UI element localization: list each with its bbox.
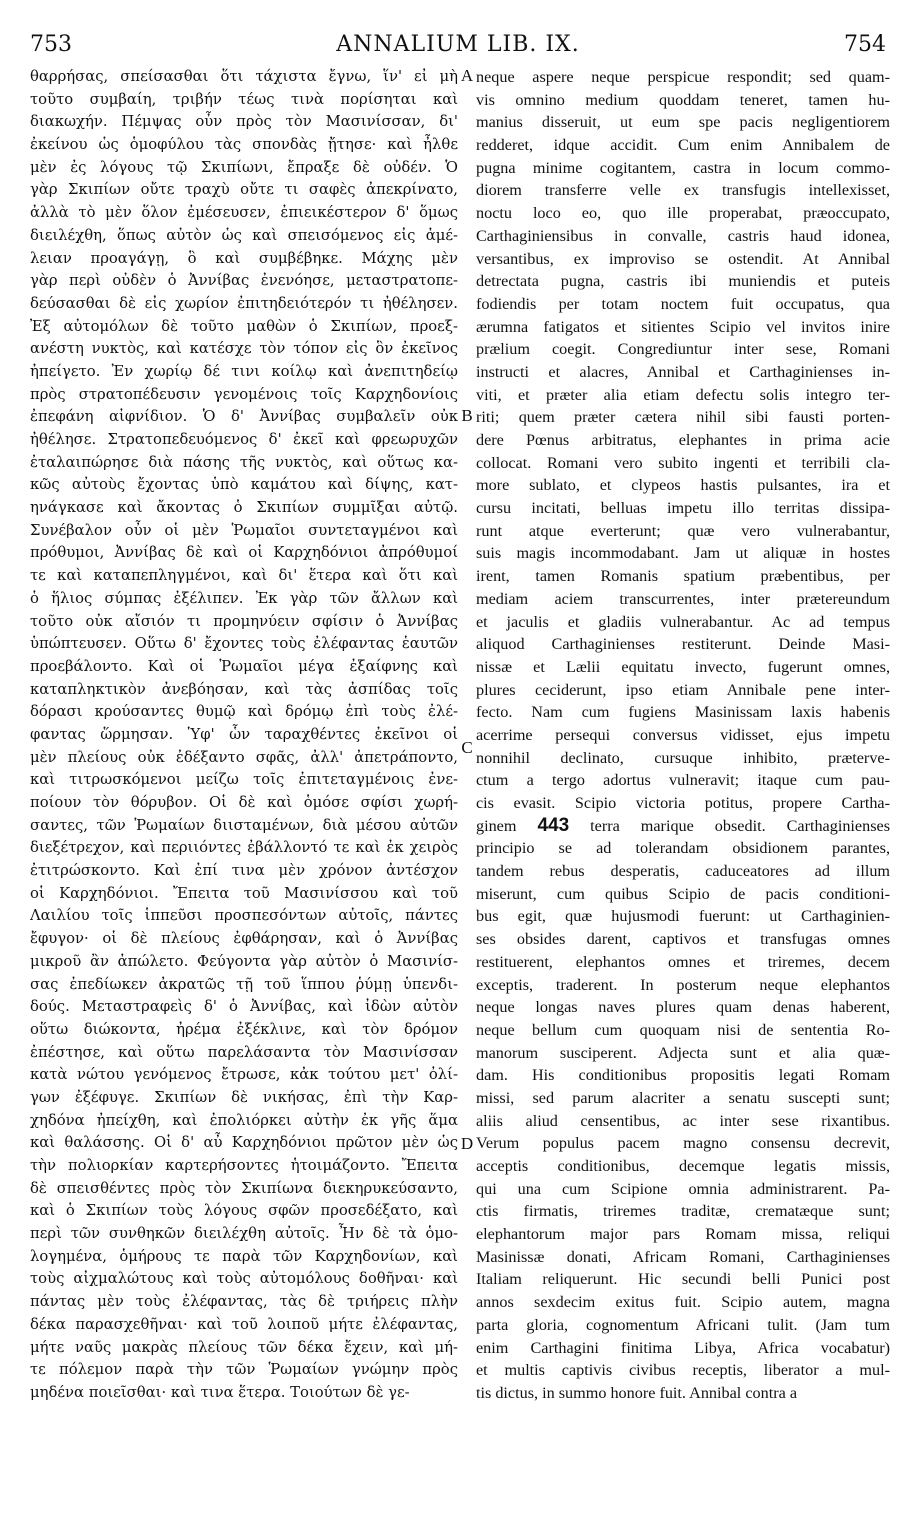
text-line: θαρρήσας, σπείσασθαι ὅτι τάχιστα ἔγνω, ἵν' εἰ μὴ <box>30 68 458 85</box>
text-line: διειλέχθη, ὅπως αὐτὸν ὡς καὶ σπεισόμενος εἰς ἀμέ- <box>30 226 458 244</box>
text-line: Carthaginiensibus in convalle, castris haud idonea, <box>476 226 890 245</box>
text-line: ἐπεφάνη αἰφνίδιον. Ὁ δ' Ἀννίβας συμβαλεῖν οὐκ <box>30 408 458 426</box>
text-line: ηνάγκασε καὶ ἄκοντας ὁ Σκιπίων συμμῖξαι αὐτῷ. <box>30 499 458 517</box>
text-line: fodiendis per totam noctem fuit occupatus, qua <box>476 294 890 313</box>
text-line: κατὰ νώτου γενόμενος ἔτρωσε, κἀκ τούτου μετ' ὀλί- <box>30 1066 458 1084</box>
text-line: neque longas naves plures quam denas haberent, <box>476 998 890 1017</box>
text-line: ανέστη νυκτὸς, καὶ κατέσχε τὸν τόπον εἰς ὃν ἐκεῖνος <box>30 340 458 358</box>
text-line: τε πόλεμον παρὰ τὴν τῶν Ῥωμαίων γνώμην πρὸς <box>30 1361 458 1379</box>
text-line: prælium coegit. Congrediuntur inter sese, Romani <box>476 340 890 359</box>
text-line: ἀλλὰ τὸ μὲν ὅλον ἐμέσευσεν, ἐπιεικέστερον δ' ὅμως <box>30 204 458 222</box>
text-line: Λαιλίου τοῖς ἱππεῦσι προσπεσόντων αὐτοῖς, πάντες <box>30 907 458 925</box>
text-line: ses obsides darent, captivos et transfugas omnes <box>476 930 890 949</box>
text-line: diorem transferre velle ex transfugis intellexisset, <box>476 181 890 200</box>
text-line: instructi et alacres, Annibal et Carthaginienses in- <box>476 362 890 381</box>
text-line: λειαν προαγάγῃ, ὃ καὶ συμβέβηκε. Μάχης μὲν <box>30 249 458 267</box>
text-line: dere Pœnus arbitratus, elephantes in prima acie <box>476 431 890 449</box>
text-line: Italiam reliquerunt. Hic secundi belli Punici post <box>476 1270 890 1289</box>
text-line: Verum populus pacem magno consensu decrevit, <box>476 1134 890 1153</box>
section-marker-c: C <box>461 738 473 757</box>
text-line: οὕτω διώκοντα, ἠρέμα ἐξέκλινε, καὶ τὸν δρόμον <box>30 1020 458 1038</box>
text-line: collocat. Romani vero subito ingenti et terribili cla- <box>476 453 890 472</box>
text-line: γὰρ περὶ οὐδὲν ὁ Ἀννίβας ἐνενόησε, μεταστρατοπε- <box>30 272 458 290</box>
text-line: nonnihil declinato, cursuque inhibito, prætervе- <box>476 748 890 767</box>
text-line: καταπληκτικὸν ἀνεβόησαν, καὶ τὰς ἀσπίδας τοῖς <box>30 680 458 698</box>
text-line: restituerent, elephantos omnes et triremes, decem <box>476 952 890 971</box>
section-marker-a: A <box>460 66 474 85</box>
text-line: γὰρ Σκιπίων οὔτε τραχὺ οὔτε τι σαφὲς ἀπεκρίνατο, <box>30 181 458 199</box>
text-line: miserunt, cum quibus Scipio de pacis conditioni- <box>476 884 890 903</box>
text-line: acerrime persequi conversus vidisset, ejus impetu <box>476 725 890 744</box>
text-line: nissæ et Lælii equitatu invecto, fugerunt omnes, <box>476 657 890 676</box>
text-line: tandem rebus desperatis, caduceatores ad illum <box>476 862 890 881</box>
text-line: neque bellum cum quoquam nisi de sententia Ro- <box>476 1020 890 1039</box>
text-line: ærumna fatigatos et sitientes Scipio vel invitos inire <box>476 317 890 336</box>
text-line: ὁ ἥλιος σύμπας ἐξέλιπεν. Ἐκ γὰρ τῶν ἄλλων καὶ <box>30 589 458 607</box>
text-line: irent, tamen Romanis spatium præbentibus, per <box>476 567 890 586</box>
text-line: σας ἐπεδίωκεν ἀκρατῶς τῇ τοῦ ἵππου ῥύμῃ ὑπενδι- <box>30 975 458 993</box>
text-line: manorum susciperent. Adjecta sunt et alia quæ- <box>476 1043 890 1062</box>
text-line: μὲν ἐς λόγους τῷ Σκιπίωνι, ἔπραξε δὲ οὐδέν. Ὁ <box>30 158 458 176</box>
text-line: riti; quem præter cætera nihil sibi fausti porten- <box>476 408 890 427</box>
text-line: ἔφυγον· οἱ δὲ πλείους ἐφθάρησαν, καὶ ὁ Ἀννίβας <box>30 930 458 948</box>
text-line: κῶς αὐτοὺς ἔχοντας ὑπὸ καμάτου καὶ δίψης, κατ- <box>30 476 458 494</box>
text-line: et multis captivis civibus receptis, liberator a mul- <box>476 1361 890 1380</box>
text-line: ὑπώπτευσεν. Οὕτω δ' ἔχοντες τοὺς ἐλέφαντας ἑαυτῶν <box>30 635 458 653</box>
text-line: διεξέτρεχον, καὶ περιιόντες ἐβάλλοντό τε καὶ ἐκ χειρὸς <box>30 839 458 857</box>
text-line: προεβάλοντο. Καὶ οἱ Ῥωμαῖοι μέγα ἐξαίφνης καὶ <box>30 657 458 675</box>
text-line: τοὺς αἰχμαλώτους καὶ τοὺς αὐτομόλους δοθῆναι· καὶ <box>30 1270 458 1288</box>
text-line: ctum a tergo adortus vulneravit; itaque cum pau- <box>476 771 890 790</box>
page-header <box>30 32 886 66</box>
text-line: ἐπέστησε, καὶ οὕτω παρελάσαντα τὸν Μασινίσσαν <box>30 1043 458 1061</box>
text-line: mediam aciem transcurrentes, inter prætereundum <box>476 589 890 608</box>
text-line: versantibus, ex improviso se ostendit. At Annibal <box>476 249 890 268</box>
text-line: aliquod Carthaginienses restiterunt. Deinde Masi- <box>476 635 890 654</box>
text-line: exceptis, traderent. In posterum neque elephantos <box>476 975 890 994</box>
text-line: δεύσασθαι δὲ εἰς χωρίον ἐπιτηδειότερόν τι ἠθέλησεν. <box>30 294 458 312</box>
text-line: ἐκείνου ὡς ὁμοφύλου τὰς σπονδὰς ᾔτησε· καὶ ἦλθε <box>30 136 458 154</box>
text-line: principio se ad tolerandam obsidionem parantes, <box>476 839 890 858</box>
text-line: vis omnino medium quoddam teneret, tamen hu- <box>476 90 890 109</box>
text-line: περὶ τῶν συνθηκῶν διειλέχθη αὐτοῖς. Ἦν δὲ τὰ ὁμο- <box>30 1225 458 1243</box>
text-line: Ἐξ αὐτομόλων δὲ τοῦτο μαθὼν ὁ Σκιπίων, προεξ- <box>30 317 458 335</box>
text-line: διακωχήν. Πέμψας οὖν πρὸς τὸν Μασινίσσαν, δι' <box>30 113 458 131</box>
text-line: ἠθέλησε. Στρατοπεδευόμενος δ' ἐκεῖ καὶ φρεωρυχῶν <box>30 431 458 448</box>
text-line: γων ἐξέφυγε. Σκιπίων δὲ νικήσας, ἐπὶ τὴν Καρ- <box>30 1088 458 1106</box>
text-line: pugna minime cogitantem, castra in locum commo- <box>476 158 890 177</box>
text-line: acceptis conditionibus, decemque legatis missis, <box>476 1157 890 1175</box>
text-line: neque aspere neque perspicue respondit; sed quam- <box>476 68 890 86</box>
text-line: τοῦτο οὐκ αἴσιόν τι προμηνύειν σφίσιν ὁ Ἀννίβας <box>30 612 458 630</box>
text-line: redderet, idque accidit. Cum enim Annibalem de <box>476 136 890 155</box>
text-line: suis magis incommodabant. Jam ut aliquæ in hostes <box>476 544 890 563</box>
text-line: parta gloria, cognomentum Africani tulit. (Jam tum <box>476 1315 890 1334</box>
text-line: noctu loco eo, quo ille properabat, præoccupato, <box>476 204 890 223</box>
text-line: λογημένα, ὁμήρους τε παρὰ τῶν Καρχηδονίων, καὶ <box>30 1247 458 1265</box>
page-number-right: 754 <box>844 32 886 57</box>
text-line: δόρασι κρούσαντες θυμῷ καὶ δρόμῳ ἐπὶ τοὺς ἐλέ- <box>30 703 458 721</box>
text-line: καὶ ὁ Σκιπίων τοὺς λόγους σφῶν προσεδέξατο, καὶ <box>30 1202 458 1220</box>
text-line: τὴν πολιορκίαν καρτερήσοντες ἡτοιμάζοντο. Ἔπειτα <box>30 1157 458 1174</box>
text-line: dam. His conditionibus propositis legati Romam <box>476 1066 890 1085</box>
text-line: cursu incitati, belluas impetu illo territas dissipa- <box>476 499 890 518</box>
text-line: fecto. Nam cum fugiens Masinissam laxis habenis <box>476 703 890 722</box>
text-line: runt atque everterunt; quæ vero vulnerabantur, <box>476 521 890 540</box>
text-line: ctis firmatis, triremes traditæ, crematæque sunt; <box>476 1202 890 1221</box>
text-line: qui una cum Scipione omnia administrarent. Pa- <box>476 1179 890 1198</box>
text-line: enim Carthagini finitima Libya, Africa vocabatur) <box>476 1338 890 1357</box>
text-line: more sublato, et clypeos hastis pulsantes, ira et <box>476 476 890 495</box>
text-line: πάντας μὲν τοὺς ἐλέφαντας, τὰς δὲ τριήρεις πλὴν <box>30 1293 458 1311</box>
text-line: bus egit, quæ hujusmodi fuerunt: ut Carthaginien- <box>476 907 890 926</box>
text-line: plures ceciderunt, ipso etiam Annibale pene inter- <box>476 680 890 699</box>
latin-column <box>476 66 890 1405</box>
text-line: μηδένα ποιεῖσθαι· καὶ τινα ἕτερα. Τοιούτων δὲ γε- <box>30 1383 410 1401</box>
text-line: ginem 443 terra marique obsedit. Carthaginienses <box>476 814 890 836</box>
section-marker-b: B <box>461 406 473 425</box>
text-line: manius disseruit, ut eum spe pacis negligentiorem <box>476 113 890 132</box>
text-line: χηδόνα ἠπείχθη, καὶ ἐπολιόρκει αὐτὴν ἐκ γῆς ἅμα <box>30 1111 458 1129</box>
text-line: καὶ τιτρωσκόμενοι μείζω τοῖς ἐπιτεταγμένοις ἐνε- <box>30 771 458 789</box>
text-line: δέκα παρασχεθῆναι· καὶ τοῦ λοιποῦ μήτε ἐλέφαντας, <box>30 1315 458 1333</box>
text-line: missi, sed parum alacriter a senatu suscepti sunt; <box>476 1088 890 1107</box>
text-line: elephantorum major pars Romam missa, reliqui <box>476 1225 890 1244</box>
section-marker-d: D <box>460 1134 474 1153</box>
text-line: δὲ σπεισθέντες πρὸς τὸν Σκιπίωνα διεκηρυκεύσαντο, <box>30 1179 458 1197</box>
greek-column <box>30 66 458 1405</box>
running-title: ANNALIUM LIB. IX. <box>336 32 580 57</box>
text-line: et jaculis et gladiis vulnerabantur. Ac ad tempus <box>476 612 890 631</box>
text-line: πρὸς στρατοπέδευσιν γενομένοις τοῖς Καρχηδονίοις <box>30 385 458 403</box>
text-line: ἐτιτρώσκοντο. Καὶ ἐπί τινα μὲν χρόνον ἀντέσχον <box>30 862 458 880</box>
text-line: ἠπείγετο. Ἐν χωρίῳ δέ τινι κοίλῳ καὶ ἀνεπιτηδείῳ <box>30 362 458 380</box>
text-line: μήτε ναῦς μακρὰς πλείους τῶν δέκα ἔχειν, καὶ μή- <box>30 1338 458 1356</box>
text-line: καὶ θαλάσσης. Οἱ δ' αὖ Καρχηδόνιοι πρῶτον μὲν ὡς <box>30 1134 458 1152</box>
text-line: δούς. Μεταστραφεὶς δ' ὁ Ἀννίβας, καὶ ἰδὼν αὐτὸν <box>30 998 458 1016</box>
text-line: ἐταλαιπώρησε διὰ πάσης τῆς νυκτὸς, καὶ οὕτως κα- <box>30 453 458 471</box>
text-line: Συνέβαλον οὖν οἱ μὲν Ῥωμαῖοι συντεταγμένοι καὶ <box>30 521 458 539</box>
text-line: μὲν πλείους οὐκ ἐδέξαντο σφᾶς, ἀλλ' ἀπετράποντο, <box>30 748 458 766</box>
text-line: tis dictus, in summo honore fuit. Annibal contra a <box>476 1383 798 1402</box>
margin-number: 443 <box>537 814 570 836</box>
text-line: τοῦτο συμβαίη, τριβήν τέως τινὰ πορίσηται καὶ <box>30 90 458 108</box>
text-line: aliis aliud censentibus, ac inter sese rixantibus. <box>476 1111 890 1130</box>
text-line: detrectata pugna, castris ibi muniendis et puteis <box>476 272 890 291</box>
text-line: οἱ Καρχηδόνιοι. Ἔπειτα τοῦ Μασινίσσου καὶ τοῦ <box>30 884 458 902</box>
text-line: φαντας ὥρμησαν. Ὑφ' ὧν ταραχθέντες ἐκεῖνοι οἱ <box>30 725 458 743</box>
text-line: μικροῦ ἂν ἀπώλετο. Φεύγοντα γὰρ αὐτὸν ὁ Μασινίσ- <box>30 952 458 970</box>
text-line: viti, et præter alia etiam defectu solis integro ter- <box>476 385 890 404</box>
text-line: ποίουν τὸν θόρυβον. Οἱ δὲ καὶ ὁμόσε σφίσι χωρή- <box>30 794 458 811</box>
text-line: cis evasit. Scipio victoria potitus, propere Cartha- <box>476 794 890 812</box>
text-line: πρόθυμοι, Ἀννίβας δὲ καὶ οἱ Καρχηδόνιοι ἀπρόθυμοί <box>30 544 458 562</box>
text-line: annos sexdecim exitus fuit. Scipio autem, magna <box>476 1293 890 1312</box>
text-line: Masinissæ donati, Africam Romani, Carthaginienses <box>476 1247 890 1266</box>
text-line: τε καὶ καταπεπληγμένοι, καὶ δι' ἕτερα καὶ ὅτι καὶ <box>30 567 458 585</box>
text-line: σαντες, τῶν Ῥωμαίων διισταμένων, διὰ μέσου αὐτῶν <box>30 816 458 834</box>
page-number-left: 753 <box>30 32 72 57</box>
